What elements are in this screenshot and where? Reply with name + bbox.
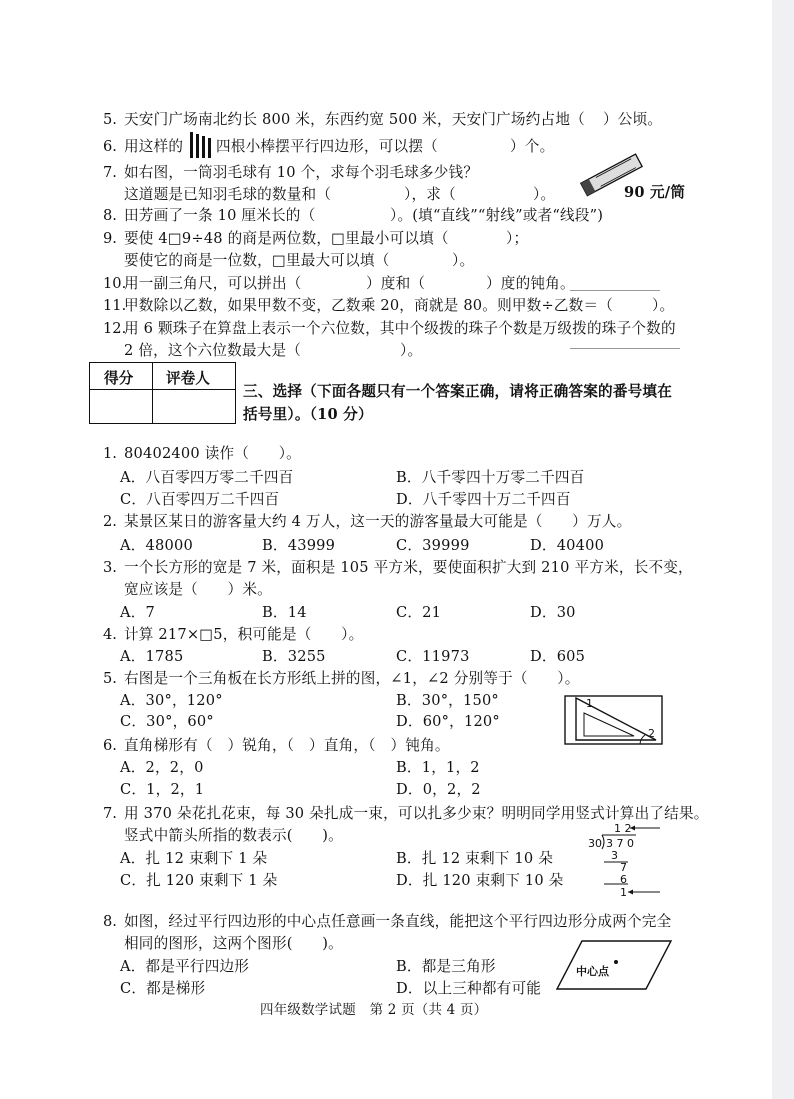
division-divisor: 30 [588,837,602,850]
c5-number: 5. [103,670,117,687]
angle1-label: 1 [586,697,593,710]
c5-option-b: B．30°，150° [396,692,499,709]
division-remainder: 1 [620,886,627,899]
q6-text-b: 四根小棒摆平行四边形，可以摆（ [216,138,438,155]
c5-option-a: A．30°，120° [120,692,223,709]
score-header: 得分 [104,370,134,387]
q11-text-b: ）。 [652,297,675,314]
q10-number: 10. [103,275,127,292]
q9-text-a: 要使 4□9÷48 的商是两位数，□里最小可以填（ [124,230,449,247]
c4-number: 4. [103,626,117,643]
c8-option-b: B．都是三角形 [396,958,496,975]
c1-question: 80402400 读作（ ）。 [124,445,301,462]
c3-option-a: A．7 [120,604,156,621]
c5-question: 右图是一个三角板在长方形纸上拼的图，∠1，∠2 分别等于（ ）。 [124,670,580,687]
q11-number: 11. [103,297,127,314]
c8-question-line2: 相同的图形，这两个图形( )。 [124,935,343,952]
c2-option-c: C．39999 [396,537,470,554]
c7-question-line1: 用 370 朵花扎花束，每 30 朵扎成一束，可以扎多少束？明明同学用竖式计算出了结果。 [124,805,709,822]
c2-question: 某景区某日的游客量大约 4 万人，这一天的游客量最大可能是（ ）万人。 [124,513,632,530]
c6-option-d: D．0，2，2 [396,781,481,798]
q5-text-b: ）公顷。 [603,111,663,128]
q8-text-a: 田芳画了一条 10 厘米长的（ [124,207,316,224]
division-dividend: 3 7 0 [606,837,634,850]
q11-text-a: 甲数除以乙数，如果甲数不变，乙数乘 20，商就是 80。则甲数÷乙数＝（ [124,297,614,314]
c7-option-d: D．扎 120 束剩下 10 朵 [396,872,564,889]
c8-option-c: C．都是梯形 [120,980,206,997]
c4-option-c: C．11973 [396,648,470,665]
c6-number: 6. [103,737,117,754]
q7-text-a: 如右图，一筒羽毛球有 10 个，求每个羽毛球多少钱？ [124,164,479,181]
c7-option-c: C．扎 120 束剩下 1 朵 [120,872,278,889]
center-point-label: 中心点 [576,965,609,978]
c3-option-c: C．21 [396,604,442,621]
q5-text-a: 天安门广场南北约长 800 米，东西约宽 500 米，天安门广场约占地（ [124,111,585,128]
division-step1: 3 [611,849,618,862]
q8-number: 8. [103,207,117,224]
faint-line [570,290,660,291]
q12-text-a: 用 6 颗珠子在算盘上表示一个六位数，其中个级拨的珠子个数是万级拨的珠子个数的 [124,320,676,337]
q12-number: 12. [103,320,127,337]
c3-question-line2: 宽应该是（ ）米。 [124,581,272,598]
c1-option-d: D．八千零四十万二千四百 [396,491,571,508]
c7-number: 7. [103,805,117,822]
four-sticks-icon [188,132,212,160]
c7-question-line2: 竖式中箭头所指的数表示( )。 [124,827,343,844]
q8-text-b: ）。(填“直线”“射线”或者“线段”) [390,207,604,224]
c4-option-d: D．605 [530,648,586,665]
c2-number: 2. [103,513,117,530]
q9-text-d: ）。 [452,252,475,269]
c3-question-line1: 一个长方形的宽是 7 米，面积是 105 平方米，要使面积扩大到 210 平方米，长不变， [124,559,693,576]
grader-header: 评卷人 [166,370,210,387]
q9-number: 9. [103,230,117,247]
q6-text-c: ）个。 [510,138,555,155]
q7-text-b: 这道题是已知羽毛球的数量和（ [124,186,332,203]
c2-option-b: B．43999 [262,537,336,554]
c2-option-d: D．40400 [530,537,605,554]
q7-number: 7. [103,164,117,181]
c5-option-d: D．60°，120° [396,713,500,730]
c4-option-b: B．3255 [262,648,326,665]
page-footer: 四年级数学试题 第 2 页（共 4 页） [260,1002,488,1018]
c1-number: 1. [103,445,117,462]
q6-text-a: 用这样的 [124,138,184,155]
c7-option-b: B．扎 12 束剩下 10 朵 [396,850,553,867]
c8-option-a: A．都是平行四边形 [120,958,250,975]
c3-option-d: D．30 [530,604,576,621]
c5-option-c: C．30°，60° [120,713,214,730]
c8-question-line1: 如图，经过平行四边形的中心点任意画一条直线，能把这个平行四边形分成两个完全 [124,913,672,930]
q7-text-c: ），求（ [404,186,456,203]
c4-option-a: A．1785 [120,648,184,665]
c6-question: 直角梯形有（ ）锐角，（ ）直角，（ ）钝角。 [124,737,450,754]
q10-text-c: ）度的钝角。 [486,275,575,292]
division-quotient: 1 2 [614,822,632,835]
c1-option-c: C．八百零四万二千四百 [120,491,280,508]
c3-number: 3. [103,559,117,576]
q6-number: 6. [103,138,117,155]
c8-option-d: D．以上三种都有可能 [396,980,542,997]
q10-text-b: ）度和（ [366,275,426,292]
q9-text-c: 要使它的商是一位数，□里最大可以填（ [124,252,390,269]
c8-number: 8. [103,913,117,930]
q5-number: 5. [103,111,117,128]
section3-title-line1: 三、选择（下面各题只有一个答案正确，请将正确答案的番号填在 [243,383,673,400]
section3-title-line2: 括号里）。（10 分） [243,406,373,423]
q10-text-a: 用一副三角尺，可以拼出（ [124,275,302,292]
c6-option-c: C．1，2，1 [120,781,205,798]
angle2-label: 2 [648,727,655,740]
c6-option-b: B．1，1，2 [396,759,480,776]
division-step3: 6 [620,873,627,886]
c7-option-a: A．扎 12 束剩下 1 朵 [120,850,268,867]
c6-option-a: A．2，2，0 [120,759,204,776]
price-label: 90 元/筒 [624,184,686,201]
c2-option-a: A．48000 [120,537,193,554]
parallelogram-figure [556,939,674,991]
c1-option-a: A．八百零四万零二千四百 [120,469,294,486]
q12-text-b: 2 倍，这个六位数最大是（ [124,342,302,359]
c3-option-b: B．14 [262,604,307,621]
q7-text-d: ）。 [533,186,556,203]
score-table [89,362,236,424]
division-step2: 7 [620,861,627,874]
right-scrollbar-strip [772,0,794,1099]
faint-line [570,348,680,349]
c1-option-b: B．八千零四十万零二千四百 [396,469,585,486]
c4-question: 计算 217×□5，积可能是（ ）。 [124,626,364,643]
q9-text-b: ）； [506,230,529,247]
q12-text-c: ）。 [400,342,423,359]
